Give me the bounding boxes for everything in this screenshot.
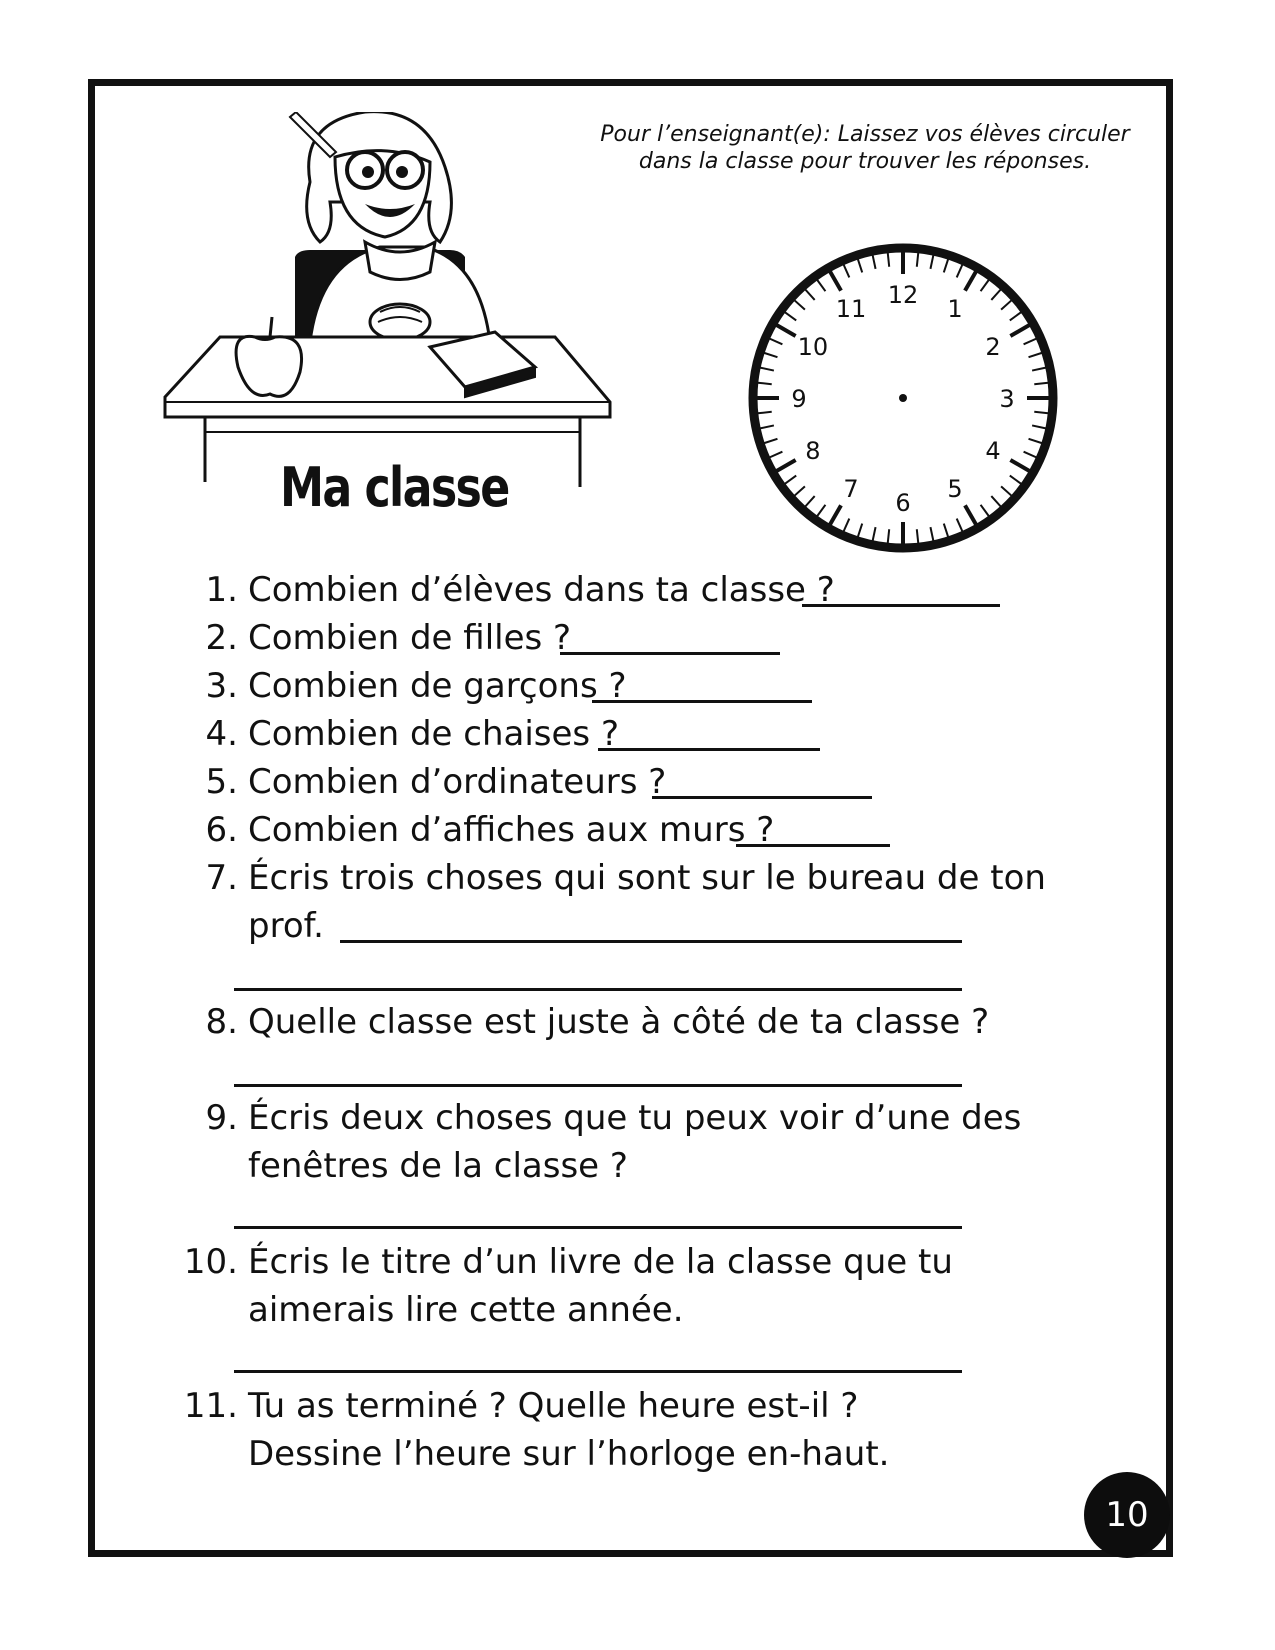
page-title: Ma classe (280, 456, 509, 519)
question-number: 6. (205, 810, 238, 850)
question-text-line-2: prof. (248, 906, 324, 946)
clock-number: 1 (947, 294, 963, 323)
clock-number: 6 (895, 489, 911, 517)
question-text: Combien d’élèves dans ta classe ? (248, 570, 835, 610)
question-text: Quelle classe est juste à côté de ta classe ? (248, 1002, 990, 1042)
question-text-line-2: aimerais lire cette année. (248, 1290, 684, 1330)
clock-number: 3 (999, 385, 1015, 413)
question-text: Combien d’ordinateurs ? (248, 762, 667, 802)
blank-clock-face[interactable] (744, 239, 1062, 557)
answer-line[interactable] (234, 1084, 962, 1087)
clock-number: 7 (843, 475, 859, 504)
question-text-line-2: fenêtres de la classe ? (248, 1146, 628, 1186)
answer-line[interactable] (234, 1226, 962, 1229)
answer-line[interactable] (736, 844, 890, 847)
question-text: Tu as terminé ? Quelle heure est-il ? (248, 1386, 859, 1426)
question-text-line-2: Dessine l’heure sur l’horloge en-haut. (248, 1434, 890, 1474)
teacher-note-line-1: Pour l’enseignant(e): Laissez vos élèves circuler (600, 122, 1130, 147)
clock-number: 10 (797, 333, 829, 361)
question-number: 11. (183, 1386, 238, 1426)
question-text: Combien de garçons ? (248, 666, 627, 706)
answer-line[interactable] (592, 700, 812, 703)
question-number: 1. (205, 570, 238, 610)
question-text: Combien d’affiches aux murs ? (248, 810, 775, 850)
question-text: Combien de chaises ? (248, 714, 619, 754)
teacher-note-line-2: dans la classe pour trouver les réponses. (638, 149, 1092, 174)
answer-line[interactable] (560, 652, 780, 655)
question-text: Combien de filles ? (248, 618, 572, 658)
answer-line[interactable] (652, 796, 872, 799)
clock-center-dot (899, 394, 907, 402)
clock-number: 9 (791, 385, 807, 413)
question-text: Écris deux choses que tu peux voir d’une des (248, 1098, 1022, 1138)
clock-number: 4 (985, 437, 1001, 465)
answer-line[interactable] (340, 940, 962, 943)
clock-number: 12 (887, 281, 919, 309)
clock-number: 2 (985, 333, 1001, 361)
answer-line[interactable] (234, 988, 962, 991)
clock-number: 8 (805, 437, 821, 465)
question-number: 2. (205, 618, 238, 658)
clock-number: 11 (835, 294, 867, 323)
answer-line[interactable] (234, 1370, 962, 1373)
question-number: 10. (183, 1242, 238, 1282)
question-number: 3. (205, 666, 238, 706)
question-text: Écris le titre d’un livre de la classe que tu (248, 1242, 953, 1282)
question-text: Écris trois choses qui sont sur le bureau de ton (248, 858, 1046, 898)
question-number: 7. (205, 858, 238, 898)
answer-line[interactable] (802, 604, 1000, 607)
question-number: 8. (205, 1002, 238, 1042)
question-number: 4. (205, 714, 238, 754)
clock-number: 5 (947, 475, 963, 504)
question-number: 5. (205, 762, 238, 802)
answer-line[interactable] (598, 748, 820, 751)
question-number: 9. (205, 1098, 238, 1138)
page-number-badge: 10 (1084, 1472, 1170, 1558)
